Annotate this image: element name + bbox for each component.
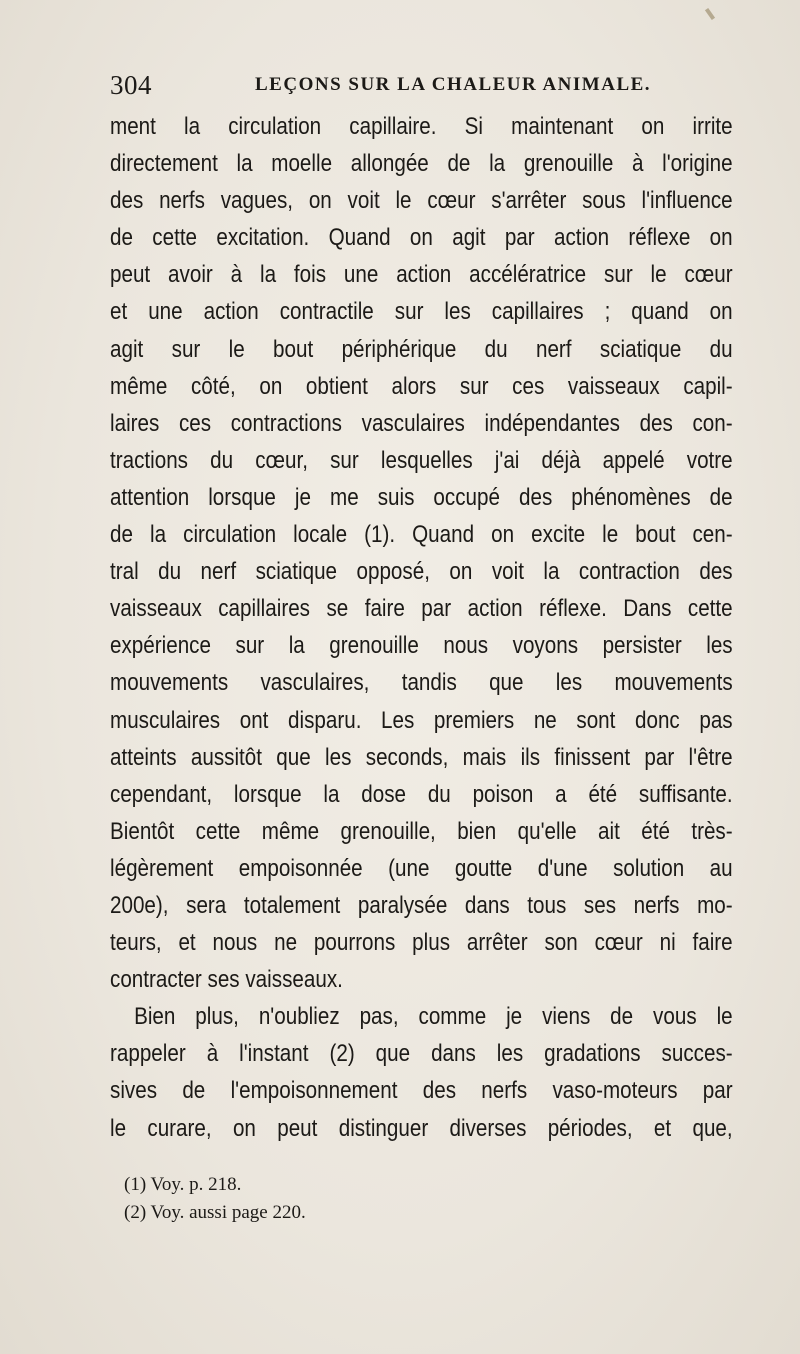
text-line: tral du nerf sciatique opposé, on voit la contraction des — [110, 558, 733, 586]
text-line: tractions du cœur, sur lesquelles j'ai déjà appelé votre — [110, 446, 733, 474]
text-line: rappeler à l'instant (2) que dans les gradations succes- — [110, 1040, 733, 1068]
text-line: 200e), sera totalement paralysée dans tous ses nerfs mo- — [110, 891, 733, 919]
text-line: sives de l'empoisonnement des nerfs vaso-moteurs par — [110, 1077, 733, 1105]
text-line: directement la moelle allongée de la grenouille à l'origine — [110, 150, 733, 178]
text-line: Bientôt cette même grenouille, bien qu'elle ait été très- — [110, 817, 733, 845]
running-head: LEÇONS SUR LA CHALEUR ANIMALE. — [255, 74, 652, 95]
text-line: agit sur le bout périphérique du nerf sciatique du — [110, 335, 733, 363]
text-line: même côté, on obtient alors sur ces vaisseaux capil- — [110, 372, 733, 400]
text-line: légèrement empoisonnée (une goutte d'une solution au — [110, 854, 733, 882]
text-line: mouvements vasculaires, tandis que les mouvements — [110, 669, 733, 697]
text-line: teurs, et nous ne pourrons plus arrêter son cœur ni faire — [110, 929, 733, 957]
text-line: attention lorsque je me suis occupé des phénomènes de — [110, 483, 733, 511]
text-line: vaisseaux capillaires se faire par action réflexe. Dans cette — [110, 595, 733, 623]
text-line: ment la circulation capillaire. Si maintenant on irrite — [110, 113, 733, 140]
text-line: expérience sur la grenouille nous voyons persister les — [110, 632, 733, 660]
paper-mark — [705, 8, 715, 20]
page-number: 304 — [110, 70, 152, 100]
text-line: de cette excitation. Quand on agit par action réflexe on — [110, 224, 733, 252]
text-line: de la circulation locale (1). Quand on excite le bout cen- — [110, 521, 733, 549]
text-line: des nerfs vagues, on voit le cœur s'arrêter sous l'influence — [110, 187, 733, 215]
text-line: et une action contractile sur les capillaires ; quand on — [110, 298, 733, 326]
footnote: (2) Voy. aussi page 220. — [124, 1202, 306, 1223]
text-line: laires ces contractions vasculaires indépendantes des con- — [110, 409, 733, 437]
text-line: contracter ses vaisseaux. — [110, 966, 343, 994]
body-text — [110, 108, 733, 1147]
text-line: atteints aussitôt que les seconds, mais ils finissent par l'être — [110, 743, 733, 771]
text-line: cependant, lorsque la dose du poison a été suffisante. — [110, 780, 733, 808]
text-line: musculaires ont disparu. Les premiers ne sont donc pas — [110, 706, 733, 734]
text-line: peut avoir à la fois une action accélératrice sur le cœur — [110, 261, 733, 289]
footnotes — [124, 1171, 306, 1227]
footnote: (1) Voy. p. 218. — [124, 1174, 242, 1195]
text-line: le curare, on peut distinguer diverses périodes, et que, — [110, 1114, 733, 1142]
page-header — [110, 70, 730, 104]
text-line: Bien plus, n'oubliez pas, comme je viens de vous le — [134, 1003, 733, 1031]
